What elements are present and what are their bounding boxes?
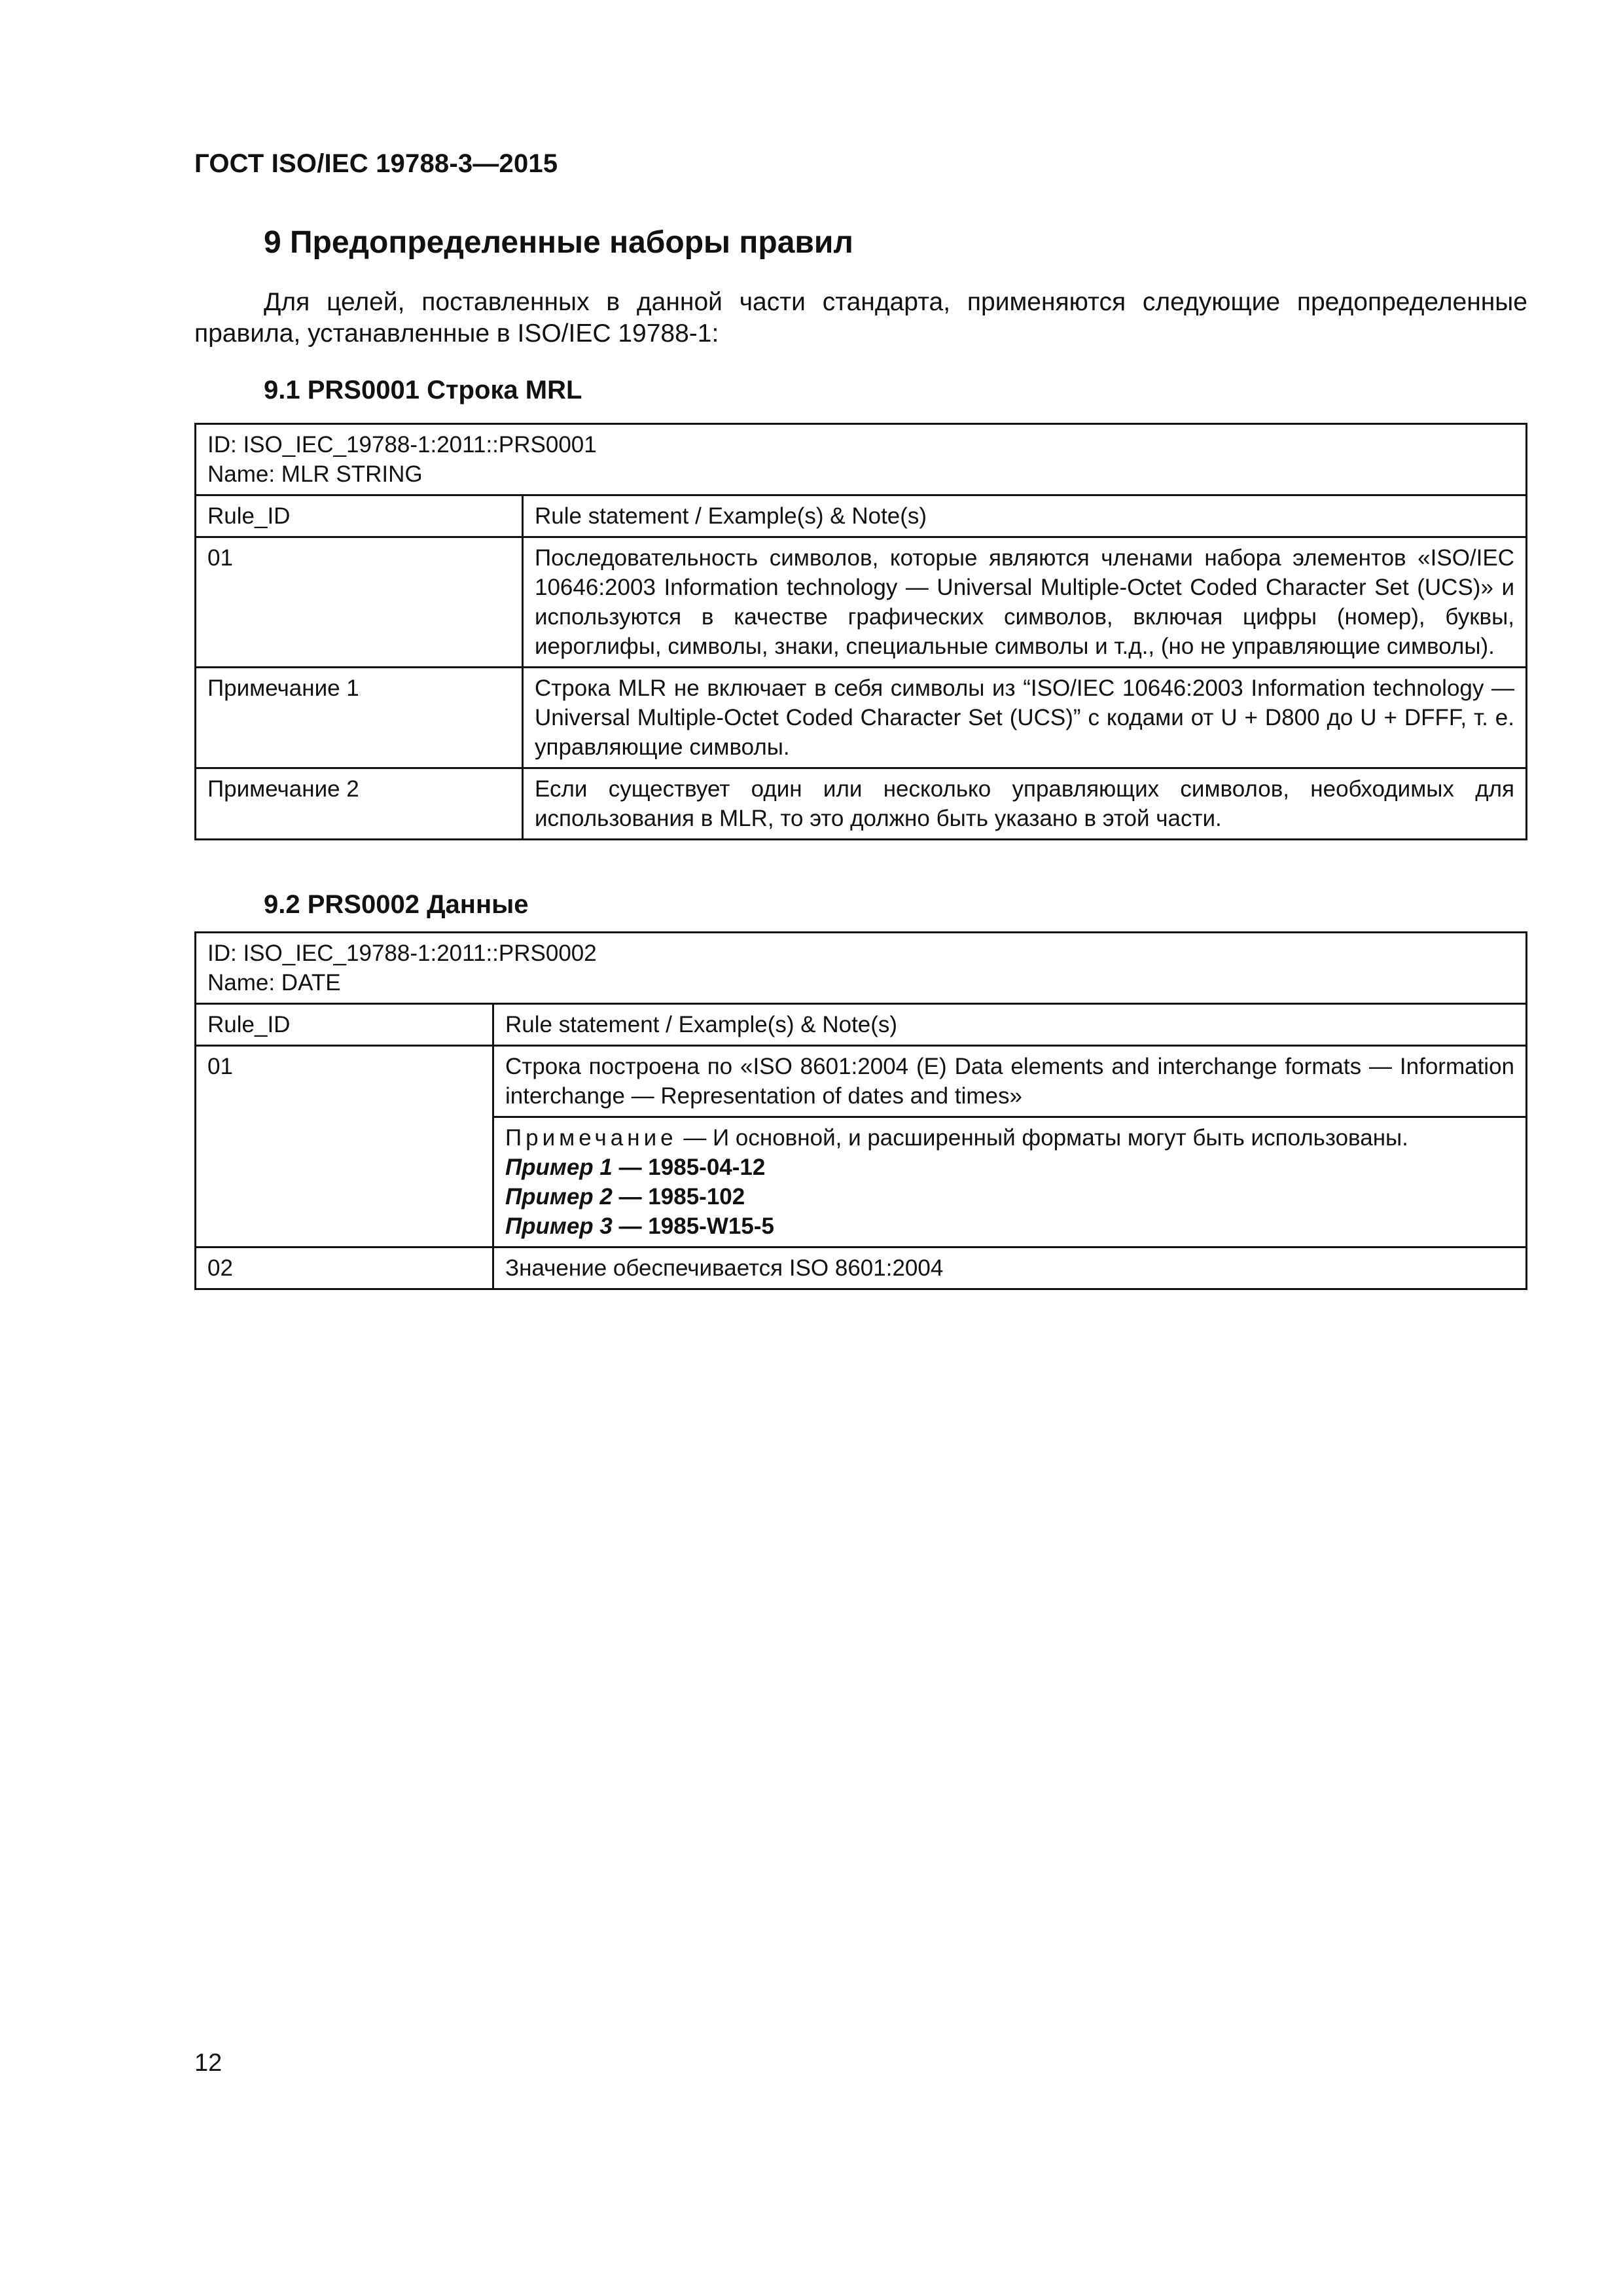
rule-statement-cell: Последовательность символов, которые являются членами набора элементов «ISO/IEC 10646:2003 Information technology — Universal Multiple-Octet Coded Character Set (UCS)» и используются в качестве графических символов, включая цифры (номер), буквы, иероглифы, символы, знаки, специальные символы и т.д., (но не управляющие символы). xyxy=(523,537,1527,668)
page-number: 12 xyxy=(194,2049,223,2077)
id-cell xyxy=(196,424,1527,495)
id-cell xyxy=(196,933,1527,1004)
column-header-row xyxy=(196,495,1527,537)
example-value: — 1985-04-12 xyxy=(612,1155,766,1180)
id-line: ID: ISO_IEC_19788-1:2011::PRS0001 xyxy=(207,432,597,457)
note-label: Примечание xyxy=(505,1125,677,1151)
table-row xyxy=(196,768,1527,840)
example-value: — 1985-W15-5 xyxy=(612,1213,774,1239)
section-heading: 9 Предопределенные наборы правил xyxy=(264,225,853,260)
rule-id-cell: Примечание 1 xyxy=(196,668,523,768)
rule-id-cell: 01 xyxy=(196,1046,493,1247)
rule-id-cell: 01 xyxy=(196,537,523,668)
table-header-row xyxy=(196,424,1527,495)
running-head: ГОСТ ISO/IEC 19788-3—2015 xyxy=(194,149,558,178)
rule-statement-cell: Если существует один или несколько управляющих символов, необходимых для использования в MLR, то это должно быть указано в этой части. xyxy=(523,768,1527,840)
name-line: Name: DATE xyxy=(207,970,341,996)
column-header-rule-id: Rule_ID xyxy=(196,1004,493,1046)
table-header-row xyxy=(196,933,1527,1004)
example-line xyxy=(505,1182,1514,1211)
column-header-row xyxy=(196,1004,1527,1046)
rule-table-prs0001 xyxy=(194,423,1527,840)
intro-paragraph: Для целей, поставленных в данной части стандарта, применяются следующие предопределенные правила, устанавленные в ISO/IEC 19788-1: xyxy=(194,288,1527,348)
rule-statement-cell: Строка построена по «ISO 8601:2004 (E) Data elements and interchange formats — Information interchange — Representation of dates and times» xyxy=(493,1046,1527,1117)
column-header-statement: Rule statement / Example(s) & Note(s) xyxy=(493,1004,1527,1046)
example-label: Пример 1 xyxy=(505,1155,613,1180)
rule-note-cell xyxy=(493,1117,1527,1247)
rule-statement-cell: Строка MLR не включает в себя символы из “ISO/IEC 10646:2003 Information technology — Universal Multiple-Octet Coded Character Set (UCS)” с кодами от U + D800 до U + DFFF, т. е. управляющие символы. xyxy=(523,668,1527,768)
note-text: — И основной, и расширенный форматы могут быть использованы. xyxy=(677,1125,1408,1151)
rule-table-prs0002 xyxy=(194,931,1527,1290)
table-row xyxy=(196,1247,1527,1289)
subsection-heading-9-1: 9.1 PRS0001 Строка MRL xyxy=(264,376,582,404)
column-header-statement: Rule statement / Example(s) & Note(s) xyxy=(523,495,1527,537)
name-line: Name: MLR STRING xyxy=(207,461,423,487)
rule-id-cell: Примечание 2 xyxy=(196,768,523,840)
rule-statement-cell: Значение обеспечивается ISO 8601:2004 xyxy=(493,1247,1527,1289)
column-header-rule-id: Rule_ID xyxy=(196,495,523,537)
rule-id-cell: 02 xyxy=(196,1247,493,1289)
example-value: — 1985-102 xyxy=(612,1184,745,1210)
example-label: Пример 2 xyxy=(505,1184,613,1210)
example-line xyxy=(505,1211,1514,1241)
example-line xyxy=(505,1153,1514,1182)
table-row xyxy=(196,1046,1527,1117)
table-row xyxy=(196,537,1527,668)
example-label: Пример 3 xyxy=(505,1213,613,1239)
note-line xyxy=(505,1123,1514,1153)
table-row xyxy=(196,668,1527,768)
id-line: ID: ISO_IEC_19788-1:2011::PRS0002 xyxy=(207,941,597,966)
subsection-heading-9-2: 9.2 PRS0002 Данные xyxy=(264,890,529,919)
